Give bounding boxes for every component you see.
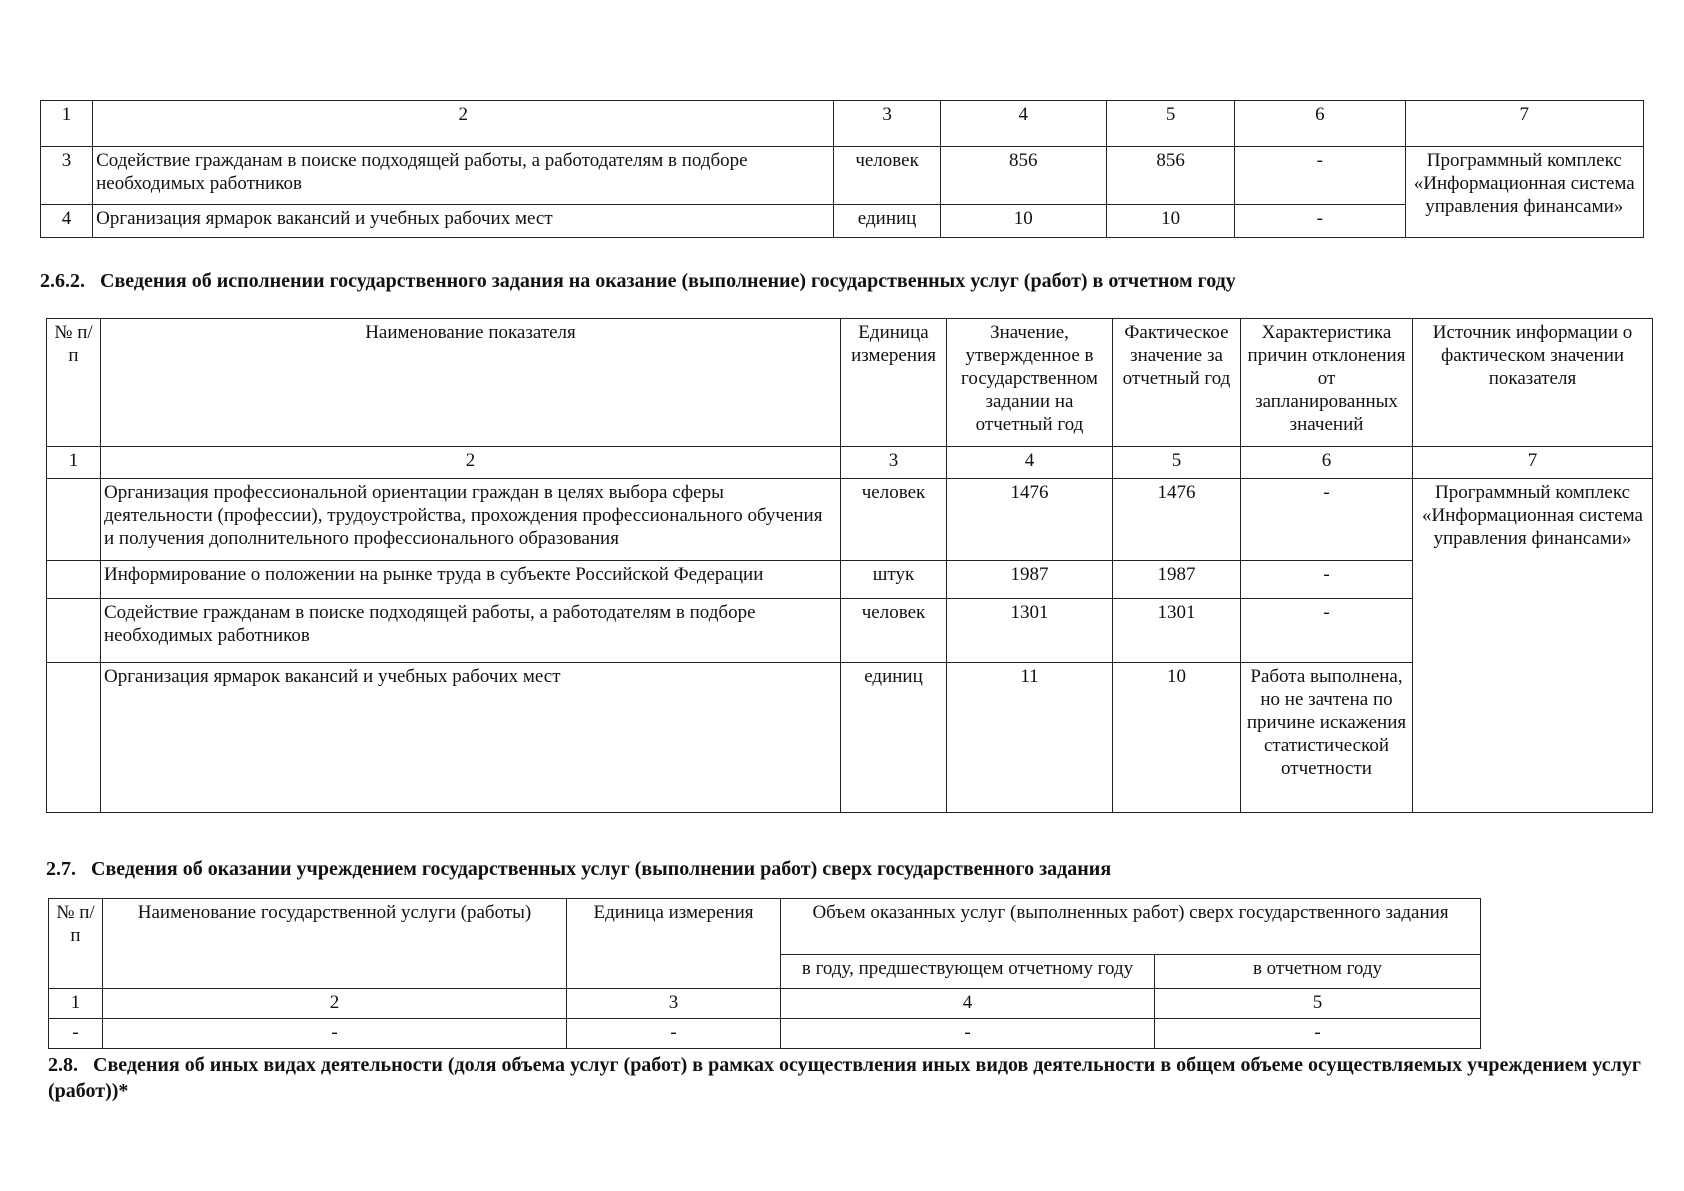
plan-value: 1987 [947,561,1113,599]
section-title-2-6-2 [40,268,1660,294]
fact-value: 10 [1113,663,1241,813]
info-source: Программный комплекс «Информационная система управления финансами» [1405,147,1644,238]
deviation-reason: - [1235,147,1405,205]
unit: штук [841,561,947,599]
indicator-name: Содействие гражданам в поиске подходящей работы, а работодателям в подборе необходимых работников [101,599,841,663]
table-2-7 [48,898,1481,1049]
cell: - [103,1019,567,1049]
header-cell: Характеристика причин отклонения от запланированных значений [1241,319,1413,447]
info-source: Программный комплекс «Информационная система управления финансами» [1413,479,1653,813]
section-number: 2.7. [46,858,76,880]
cell: - [781,1019,1155,1049]
subheader-cell: в отчетном году [1155,955,1481,989]
deviation-reason: - [1235,205,1405,238]
table-row [47,561,1653,599]
col-num-cell: 1 [41,101,93,147]
col-num-cell: 1 [47,447,101,479]
row-number [47,663,101,813]
col-num-cell: 4 [940,101,1106,147]
unit: человек [841,599,947,663]
col-num-cell: 3 [567,989,781,1019]
fact-value: 10 [1106,205,1234,238]
col-num-cell: 5 [1155,989,1481,1019]
plan-value: 856 [940,147,1106,205]
section-number: 2.6.2. [40,270,85,292]
header-cell: № п/п [47,319,101,447]
table-row [49,1019,1481,1049]
header-cell: Источник информации о фактическом значении показателя [1413,319,1653,447]
section-title-2-7 [46,856,1646,882]
indicator-name: Организация ярмарок вакансий и учебных рабочих мест [101,663,841,813]
table-row [47,663,1653,813]
indicator-name: Информирование о положении на рынке труда в субъекте Российской Федерации [101,561,841,599]
unit: человек [841,479,947,561]
column-number-row [47,447,1653,479]
header-cell: Наименование показателя [101,319,841,447]
deviation-reason: - [1241,599,1413,663]
row-number: 4 [41,205,93,238]
plan-value: 1301 [947,599,1113,663]
row-number [47,561,101,599]
deviation-reason: Работа выполнена, но не зачтена по причине искажения статистической отчетности [1241,663,1413,813]
unit: единиц [834,205,940,238]
header-cell: Объем оказанных услуг (выполненных работ) сверх государственного задания [781,899,1481,955]
row-number: 3 [41,147,93,205]
indicator-name: Содействие гражданам в поиске подходящей работы, а работодателям в подборе необходимых работников [93,147,834,205]
section-title-2-8 [48,1052,1648,1104]
cell: - [49,1019,103,1049]
row-number [47,599,101,663]
col-num-cell: 7 [1413,447,1653,479]
header-cell: Единица измерения [841,319,947,447]
col-num-cell: 5 [1113,447,1241,479]
fact-value: 1301 [1113,599,1241,663]
deviation-reason: - [1241,479,1413,561]
deviation-reason: - [1241,561,1413,599]
header-cell: Единица измерения [567,899,781,989]
indicator-name: Организация профессиональной ориентации граждан в целях выбора сферы деятельности (профессии), трудоустройства, прохождения профессионального обучения и получения дополнительного профессионального образования [101,479,841,561]
plan-value: 11 [947,663,1113,813]
col-num-cell: 4 [947,447,1113,479]
header-row [47,319,1653,447]
row-number [47,479,101,561]
section-heading: Сведения об иных видах деятельности (доля объема услуг (работ) в рамках осуществления иных видов деятельности в общем объеме осуществляемых учреждением услуг (работ))* [48,1054,1641,1102]
col-num-cell: 2 [101,447,841,479]
header-cell: Значение, утвержденное в государственном задании на отчетный год [947,319,1113,447]
header-cell: Фактическое значение за отчетный год [1113,319,1241,447]
table-2-6-2 [46,318,1653,813]
col-num-cell: 4 [781,989,1155,1019]
fact-value: 856 [1106,147,1234,205]
col-num-cell: 5 [1106,101,1234,147]
section-heading: Сведения об оказании учреждением государственных услуг (выполнении работ) сверх государственного задания [91,858,1112,880]
section-heading: Сведения об исполнении государственного задания на оказание (выполнение) государственных услуг (работ) в отчетном году [100,270,1236,292]
table-row [47,599,1653,663]
unit: человек [834,147,940,205]
col-num-cell: 2 [93,101,834,147]
col-num-cell: 1 [49,989,103,1019]
header-cell: Наименование государственной услуги (работы) [103,899,567,989]
col-num-cell: 3 [834,101,940,147]
table-top [40,100,1644,238]
header-cell: № п/п [49,899,103,989]
indicator-name: Организация ярмарок вакансий и учебных рабочих мест [93,205,834,238]
col-num-cell: 2 [103,989,567,1019]
cell: - [567,1019,781,1049]
fact-value: 1987 [1113,561,1241,599]
table-row [47,479,1653,561]
col-num-cell: 6 [1235,101,1405,147]
subheader-cell: в году, предшествующем отчетному году [781,955,1155,989]
cell: - [1155,1019,1481,1049]
fact-value: 1476 [1113,479,1241,561]
col-num-cell: 6 [1241,447,1413,479]
unit: единиц [841,663,947,813]
plan-value: 10 [940,205,1106,238]
section-number: 2.8. [48,1054,78,1076]
table-row [41,205,1644,238]
plan-value: 1476 [947,479,1113,561]
table-row [41,147,1644,205]
col-num-cell: 7 [1405,101,1644,147]
col-num-cell: 3 [841,447,947,479]
